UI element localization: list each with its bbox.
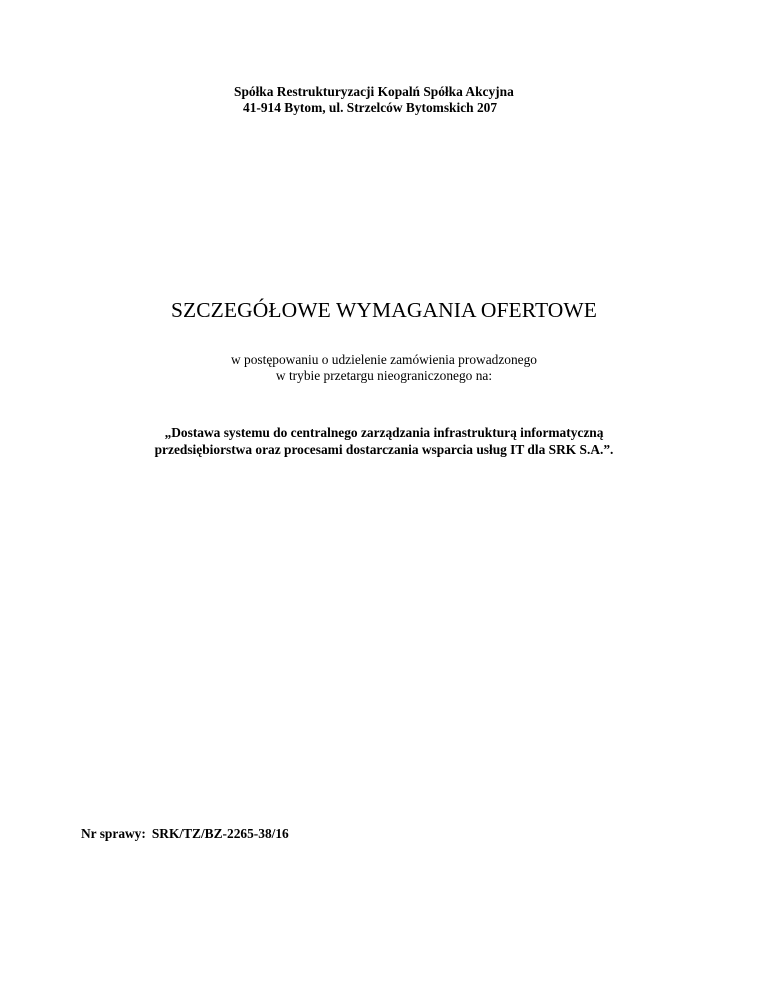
company-address: 41-914 Bytom, ul. Strzelców Bytomskich 207	[243, 100, 498, 115]
case-number	[81, 826, 289, 842]
procedure-description-line-2: w trybie przetargu nieograniczonego na:	[275, 368, 493, 383]
case-number-label: Nr sprawy:	[81, 826, 146, 841]
contract-subject	[0, 424, 768, 458]
document-title: SZCZEGÓŁOWE WYMAGANIA OFERTOWE	[170, 298, 598, 322]
case-number-value: SRK/TZ/BZ-2265-38/16	[151, 826, 289, 841]
contract-subject-line-1: „Dostawa systemu do centralnego zarządzania infrastrukturą informatyczną	[164, 425, 604, 440]
company-name: Spółka Restrukturyzacji Kopalń Spółka Akcyjna	[234, 84, 514, 99]
procedure-description	[0, 352, 768, 384]
contract-subject-line-2: przedsiębiorstwa oraz procesami dostarczania wsparcia usług IT dla SRK S.A.”.	[154, 442, 614, 457]
procedure-description-line-1: w postępowaniu o udzielenie zamówienia prowadzonego	[230, 352, 538, 367]
